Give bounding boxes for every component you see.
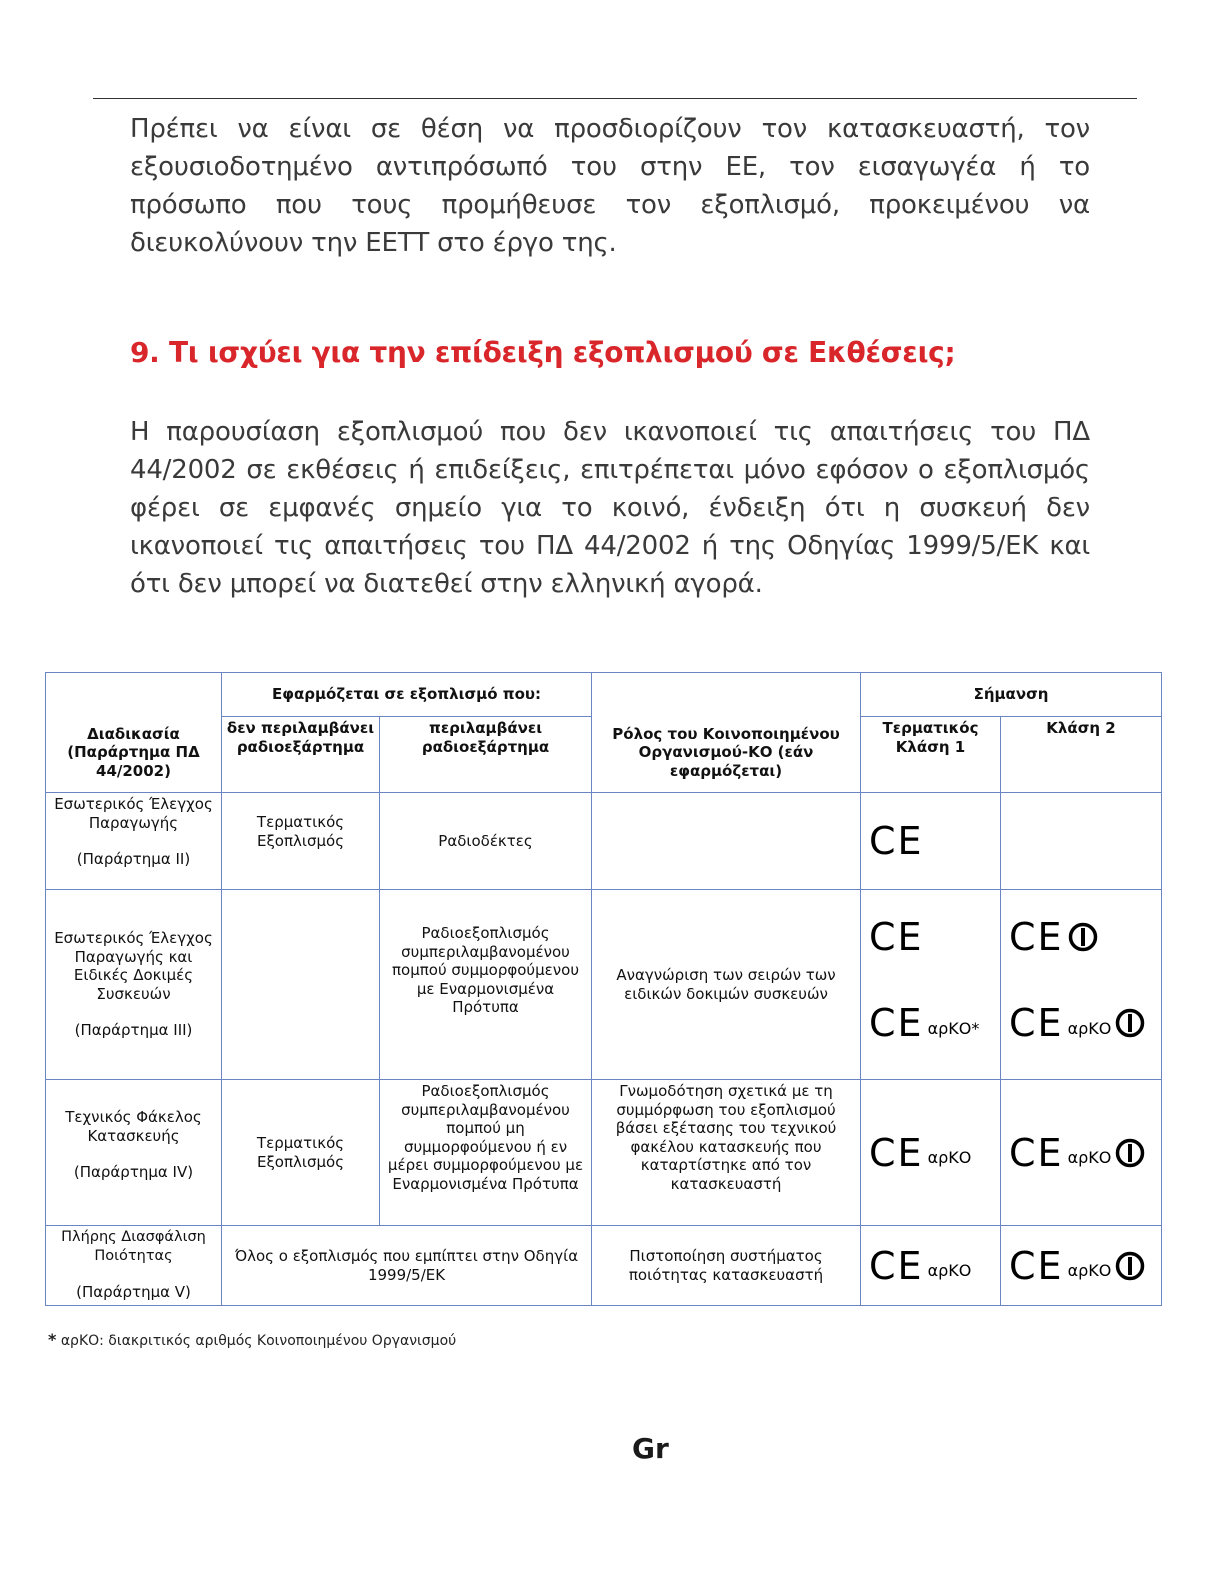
- page-language-label: Gr: [632, 1432, 669, 1465]
- ce-mark: CE: [869, 915, 924, 959]
- nb-code-label: αρΚΟ: [1067, 1018, 1112, 1038]
- header-no-radio: δεν περιλαμβάνει ραδιοεξάρτημα: [222, 717, 380, 793]
- ce-mark: CE: [869, 819, 924, 863]
- intro-paragraph: Πρέπει να είναι σε θέση να προσδιορίζουν τον κατασκευαστή, τον εξουσιοδοτημένο αντιπρόσωπό του στην ΕΕ, τον εισαγωγέα ή το πρόσωπο που τους προμήθευσε τον εξοπλισμό, προκειμένου να διευκολύνουν την ΕΕΤΤ στο έργο της.: [130, 114, 1090, 258]
- footnote-text: αρΚΟ: διακριτικός αριθμός Κοινοποιημένου Οργανισμού: [60, 1333, 457, 1349]
- class1-mark-cell: [861, 890, 1001, 1080]
- role-cell: Αναγνώριση των σειρών των ειδικών δοκιμών συσκευών: [592, 890, 861, 1080]
- procedures-table: [45, 672, 1162, 1306]
- alert-mark-icon: [1115, 1138, 1145, 1168]
- ce-mark: CE: [869, 1001, 924, 1045]
- procedure-cell: Πλήρης Διασφάλιση Ποιότητας (Παράρτημα V): [46, 1226, 222, 1306]
- footnote: [48, 1330, 456, 1349]
- class2-mark-cell: [1001, 890, 1162, 1080]
- ce-mark: CE: [1009, 1243, 1064, 1288]
- header-with-radio: περιλαμβάνει ραδιοεξάρτημα: [380, 717, 592, 793]
- header-marking-group: Σήμανση: [861, 673, 1162, 717]
- ce-mark: CE: [1009, 1001, 1064, 1045]
- alert-mark-icon: [1068, 922, 1098, 952]
- header-applies-group: Εφαρμόζεται σε εξοπλισμό που:: [222, 673, 592, 717]
- class2-mark-cell: [1001, 793, 1162, 890]
- ce-mark: CE: [869, 1243, 924, 1288]
- merged-equipment-cell: Όλος ο εξοπλισμός που εμπίπτει στην Οδηγία 1999/5/ΕΚ: [222, 1226, 592, 1306]
- with-radio-cell: Ραδιοδέκτες: [380, 793, 592, 890]
- procedure-cell: Εσωτερικός Έλεγχος Παραγωγής (Παράρτημα II): [46, 793, 222, 890]
- with-radio-cell: Ραδιοεξοπλισμός συμπεριλαμβανομένου πομπού συμμορφούμενου με Εναρμονισμένα Πρότυπα: [380, 890, 592, 1080]
- nb-code-label: αρΚΟ*: [927, 1018, 980, 1038]
- class1-mark-cell: [861, 1226, 1001, 1306]
- procedure-cell: Εσωτερικός Έλεγχος Παραγωγής και Ειδικές Δοκιμές Συσκευών (Παράρτημα III): [46, 890, 222, 1080]
- section-heading: 9. Τι ισχύει για την επίδειξη εξοπλισμού σε Εκθέσεις;: [130, 336, 956, 369]
- class2-mark-cell: [1001, 1226, 1162, 1306]
- nb-code-label: αρΚΟ: [1067, 1148, 1112, 1168]
- with-radio-cell: Ραδιοεξοπλισμός συμπεριλαμβανομένου πομπού μη συμμορφούμενου ή εν μέρει συμμορφούμενου με Εναρμονισμένα Πρότυπα: [380, 1080, 592, 1226]
- ce-mark: CE: [1009, 1130, 1064, 1175]
- table-row: [46, 793, 1162, 890]
- footnote-star: *: [48, 1330, 57, 1349]
- class2-mark-cell: [1001, 1080, 1162, 1226]
- top-rule: [93, 98, 1137, 99]
- nb-code-label: αρΚΟ: [927, 1261, 972, 1281]
- role-cell: [592, 793, 861, 890]
- nb-code-label: αρΚΟ: [1067, 1261, 1112, 1281]
- table-row: [46, 890, 1162, 1080]
- no-radio-cell: [222, 890, 380, 1080]
- exhibition-paragraph: Η παρουσίαση εξοπλισμού που δεν ικανοποιεί τις απαιτήσεις του ΠΔ 44/2002 σε εκθέσεις ή επιδείξεις, επιτρέπεται μόνο εφόσον ο εξοπλισμός φέρει σε εμφανές σημείο για το κοινό, ένδειξη ότι η συσκευή δεν ικανοποιεί τις απαιτήσεις του ΠΔ 44/2002 ή της Οδηγίας 1999/5/ΕΚ και ότι δεν μπορεί να διατεθεί στην ελληνική αγορά.: [130, 417, 1090, 599]
- alert-mark-icon: [1115, 1008, 1145, 1038]
- no-radio-cell: Τερματικός Εξοπλισμός: [222, 1080, 380, 1226]
- no-radio-cell: Τερματικός Εξοπλισμός: [222, 793, 380, 890]
- header-class1: Τερματικός Κλάση 1: [861, 717, 1001, 793]
- nb-code-label: αρΚΟ: [927, 1148, 972, 1168]
- table-row: [46, 1226, 1162, 1306]
- table-row: [46, 1080, 1162, 1226]
- role-cell: Πιστοποίηση συστήματος ποιότητας κατασκευαστή: [592, 1226, 861, 1306]
- role-cell: Γνωμοδότηση σχετικά με τη συμμόρφωση του εξοπλισμού βάσει εξέτασης του τεχνικού φακέλου κατασκευής που καταρτίστηκε από τον κατασκευαστή: [592, 1080, 861, 1226]
- ce-mark: CE: [1009, 915, 1064, 959]
- procedure-cell: Τεχνικός Φάκελος Κατασκευής (Παράρτημα IV): [46, 1080, 222, 1226]
- ce-mark: CE: [869, 1130, 924, 1175]
- alert-mark-icon: [1115, 1251, 1145, 1281]
- header-procedure: Διαδικασία (Παράρτημα ΠΔ 44/2002): [46, 673, 222, 793]
- header-class2: Κλάση 2: [1001, 717, 1162, 793]
- class1-mark-cell: [861, 1080, 1001, 1226]
- header-role: Ρόλος του Κοινοποιημένου Οργανισμού-ΚΟ (εάν εφαρμόζεται): [592, 673, 861, 793]
- class1-mark-cell: [861, 793, 1001, 890]
